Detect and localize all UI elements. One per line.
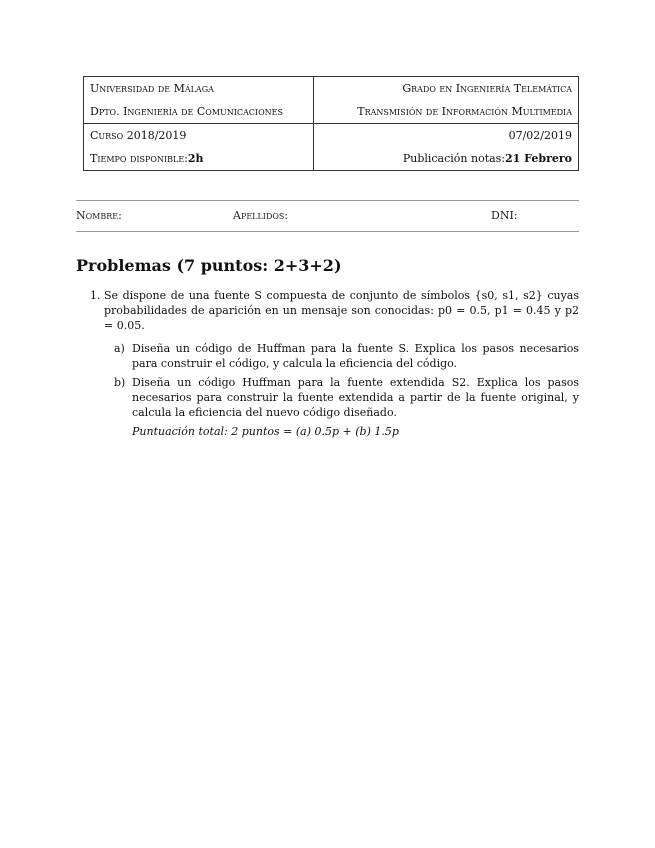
time-available [84,147,314,170]
name-field-label: Nombre: [76,209,122,222]
subitem-text: Diseña un código de Huffman para la fuente S. Explica los pasos necesarios para construir el código, y calcula la eficiencia del código. [132,342,579,370]
time-label: Tiempo disponible: [90,152,188,165]
subitems-list [90,341,579,439]
header-row [84,77,578,100]
problem-number: 1. [90,289,101,302]
department-name: Dpto. Ingeniería de Comunicaciones [84,100,314,123]
dni-field-label: DNI: [491,209,518,222]
problem-statement: Se dispone de una fuente S compuesta de conjunto de símbolos {s0, s1, s2} cuyas probabilidades de aparición en un mensaje son conocidas: p0 = 0.5, p1 = 0.45 y p2 = 0.05. [104,289,579,332]
score-note: Puntuación total: 2 puntos = (a) 0.5p + (b) 1.5p [132,425,399,438]
subitem-text: Diseña un código Huffman para la fuente extendida S2. Explica los pasos necesarios para construir la fuente extendida a partir de la fuente original, y calcula la eficiencia del nuevo código diseñado. [132,376,579,419]
student-info-line [76,200,579,232]
degree-name: Grado en Ingeniería Telemática [402,82,572,95]
problem-1 [90,288,579,439]
subitem-a [90,341,579,371]
section-title: Problemas (7 puntos: 2+3+2) [76,256,342,275]
header-row [84,123,578,147]
header-row [84,100,578,123]
subitem-label: b) [114,376,126,389]
grades-publication [314,147,578,170]
pub-value: 21 Febrero [505,152,572,165]
course-year: Curso 2018/2019 [84,124,314,147]
header-row [84,147,578,170]
subitem-label: a) [114,342,125,355]
exam-date: 07/02/2019 [508,129,572,142]
subitem-b [90,375,579,420]
surname-field-label: Apellidos: [233,209,289,222]
pub-label: Publicación notas: [402,152,506,165]
time-value: 2h [187,152,204,165]
university-name: Universidad de Málaga [84,77,314,100]
subject-name: Transmisión de Información Multimedia [357,105,572,118]
header-box [83,76,579,171]
